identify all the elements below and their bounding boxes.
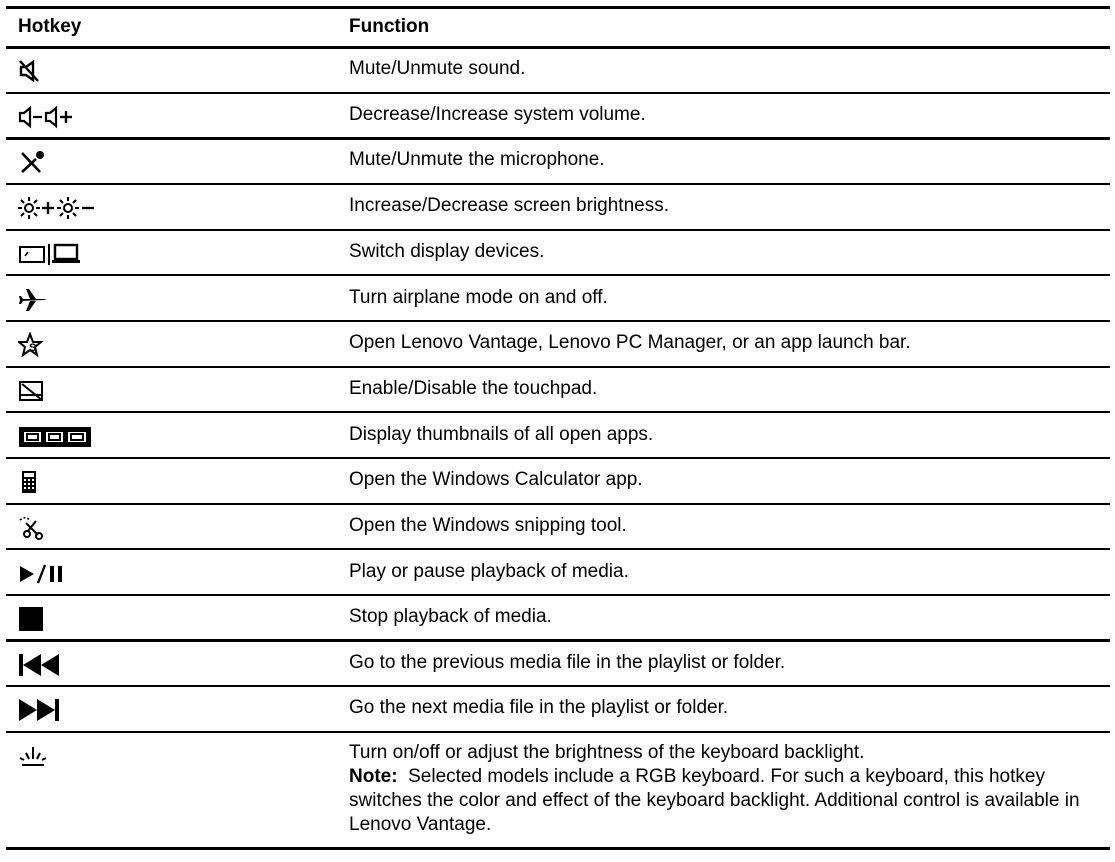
- airplane-icon: [18, 287, 98, 313]
- row-rule: [6, 594, 1110, 596]
- calculator-icon: [18, 469, 98, 495]
- table-row-function: Stop playback of media.: [349, 606, 552, 627]
- star-s-icon: [18, 332, 98, 358]
- row-rule: [6, 731, 1110, 733]
- header-rule: [6, 46, 1110, 49]
- snipping-tool-icon: [18, 515, 98, 541]
- row-rule: [6, 366, 1110, 368]
- row-rule: [6, 320, 1110, 322]
- svg-text:S: S: [29, 342, 37, 354]
- function-column-header: Function: [349, 16, 430, 37]
- note-text: Selected models include a RGB keyboard. For such a keyboard, this hotkey switches the color and effect of the keyboard backlight. Additional control is available in Lenovo Vantage.: [349, 766, 1080, 835]
- row-rule: [6, 548, 1110, 550]
- previous-track-icon: [18, 652, 98, 678]
- table-row-function: Turn on/off or adjust the brightness of the keyboard backlight.: [349, 742, 865, 763]
- touchpad-disable-icon: [18, 378, 98, 404]
- row-rule: [6, 411, 1110, 413]
- table-row-function: Play or pause playback of media.: [349, 561, 629, 582]
- row-rule: [6, 183, 1110, 185]
- table-row-function: Open Lenovo Vantage, Lenovo PC Manager, or an app launch bar.: [349, 332, 911, 353]
- play-pause-icon: [18, 561, 98, 587]
- stop-icon: [18, 606, 98, 632]
- brightness-up-down-icon: [18, 195, 98, 221]
- table-row-function: Mute/Unmute the microphone.: [349, 149, 605, 170]
- keyboard-backlight-icon: [18, 743, 98, 769]
- task-view-icon: [18, 424, 98, 450]
- table-row-function: Decrease/Increase system volume.: [349, 104, 646, 125]
- row-rule: [6, 274, 1110, 276]
- row-rule: [6, 92, 1110, 94]
- next-track-icon: [18, 697, 98, 723]
- table-row-function: Display thumbnails of all open apps.: [349, 424, 654, 445]
- table-row-function: Open the Windows snipping tool.: [349, 515, 627, 536]
- display-switch-icon: [18, 241, 98, 267]
- hotkey-column-header: Hotkey: [18, 16, 82, 37]
- table-row-note: [349, 765, 1099, 837]
- table-row-function: Increase/Decrease screen brightness.: [349, 195, 669, 216]
- table-row-function: Switch display devices.: [349, 241, 545, 262]
- row-rule: [6, 503, 1110, 505]
- table-row-function: Mute/Unmute sound.: [349, 58, 526, 79]
- table-row-function: Go the next media file in the playlist or folder.: [349, 697, 729, 718]
- table-top-rule: [6, 6, 1110, 9]
- row-rule: [6, 229, 1110, 231]
- table-bottom-rule: [6, 847, 1110, 850]
- row-rule: [6, 457, 1110, 459]
- row-rule: [6, 639, 1110, 642]
- note-label: Note:: [349, 766, 398, 787]
- table-row-function: Enable/Disable the touchpad.: [349, 378, 598, 399]
- microphone-mute-icon: [18, 149, 98, 175]
- table-row-function: Turn airplane mode on and off.: [349, 287, 608, 308]
- table-row-function: Go to the previous media file in the playlist or folder.: [349, 652, 786, 673]
- row-rule: [6, 685, 1110, 687]
- speaker-mute-icon: [18, 58, 98, 84]
- row-rule: [6, 137, 1110, 140]
- table-row-function: Open the Windows Calculator app.: [349, 469, 643, 490]
- volume-down-up-icon: [18, 104, 98, 130]
